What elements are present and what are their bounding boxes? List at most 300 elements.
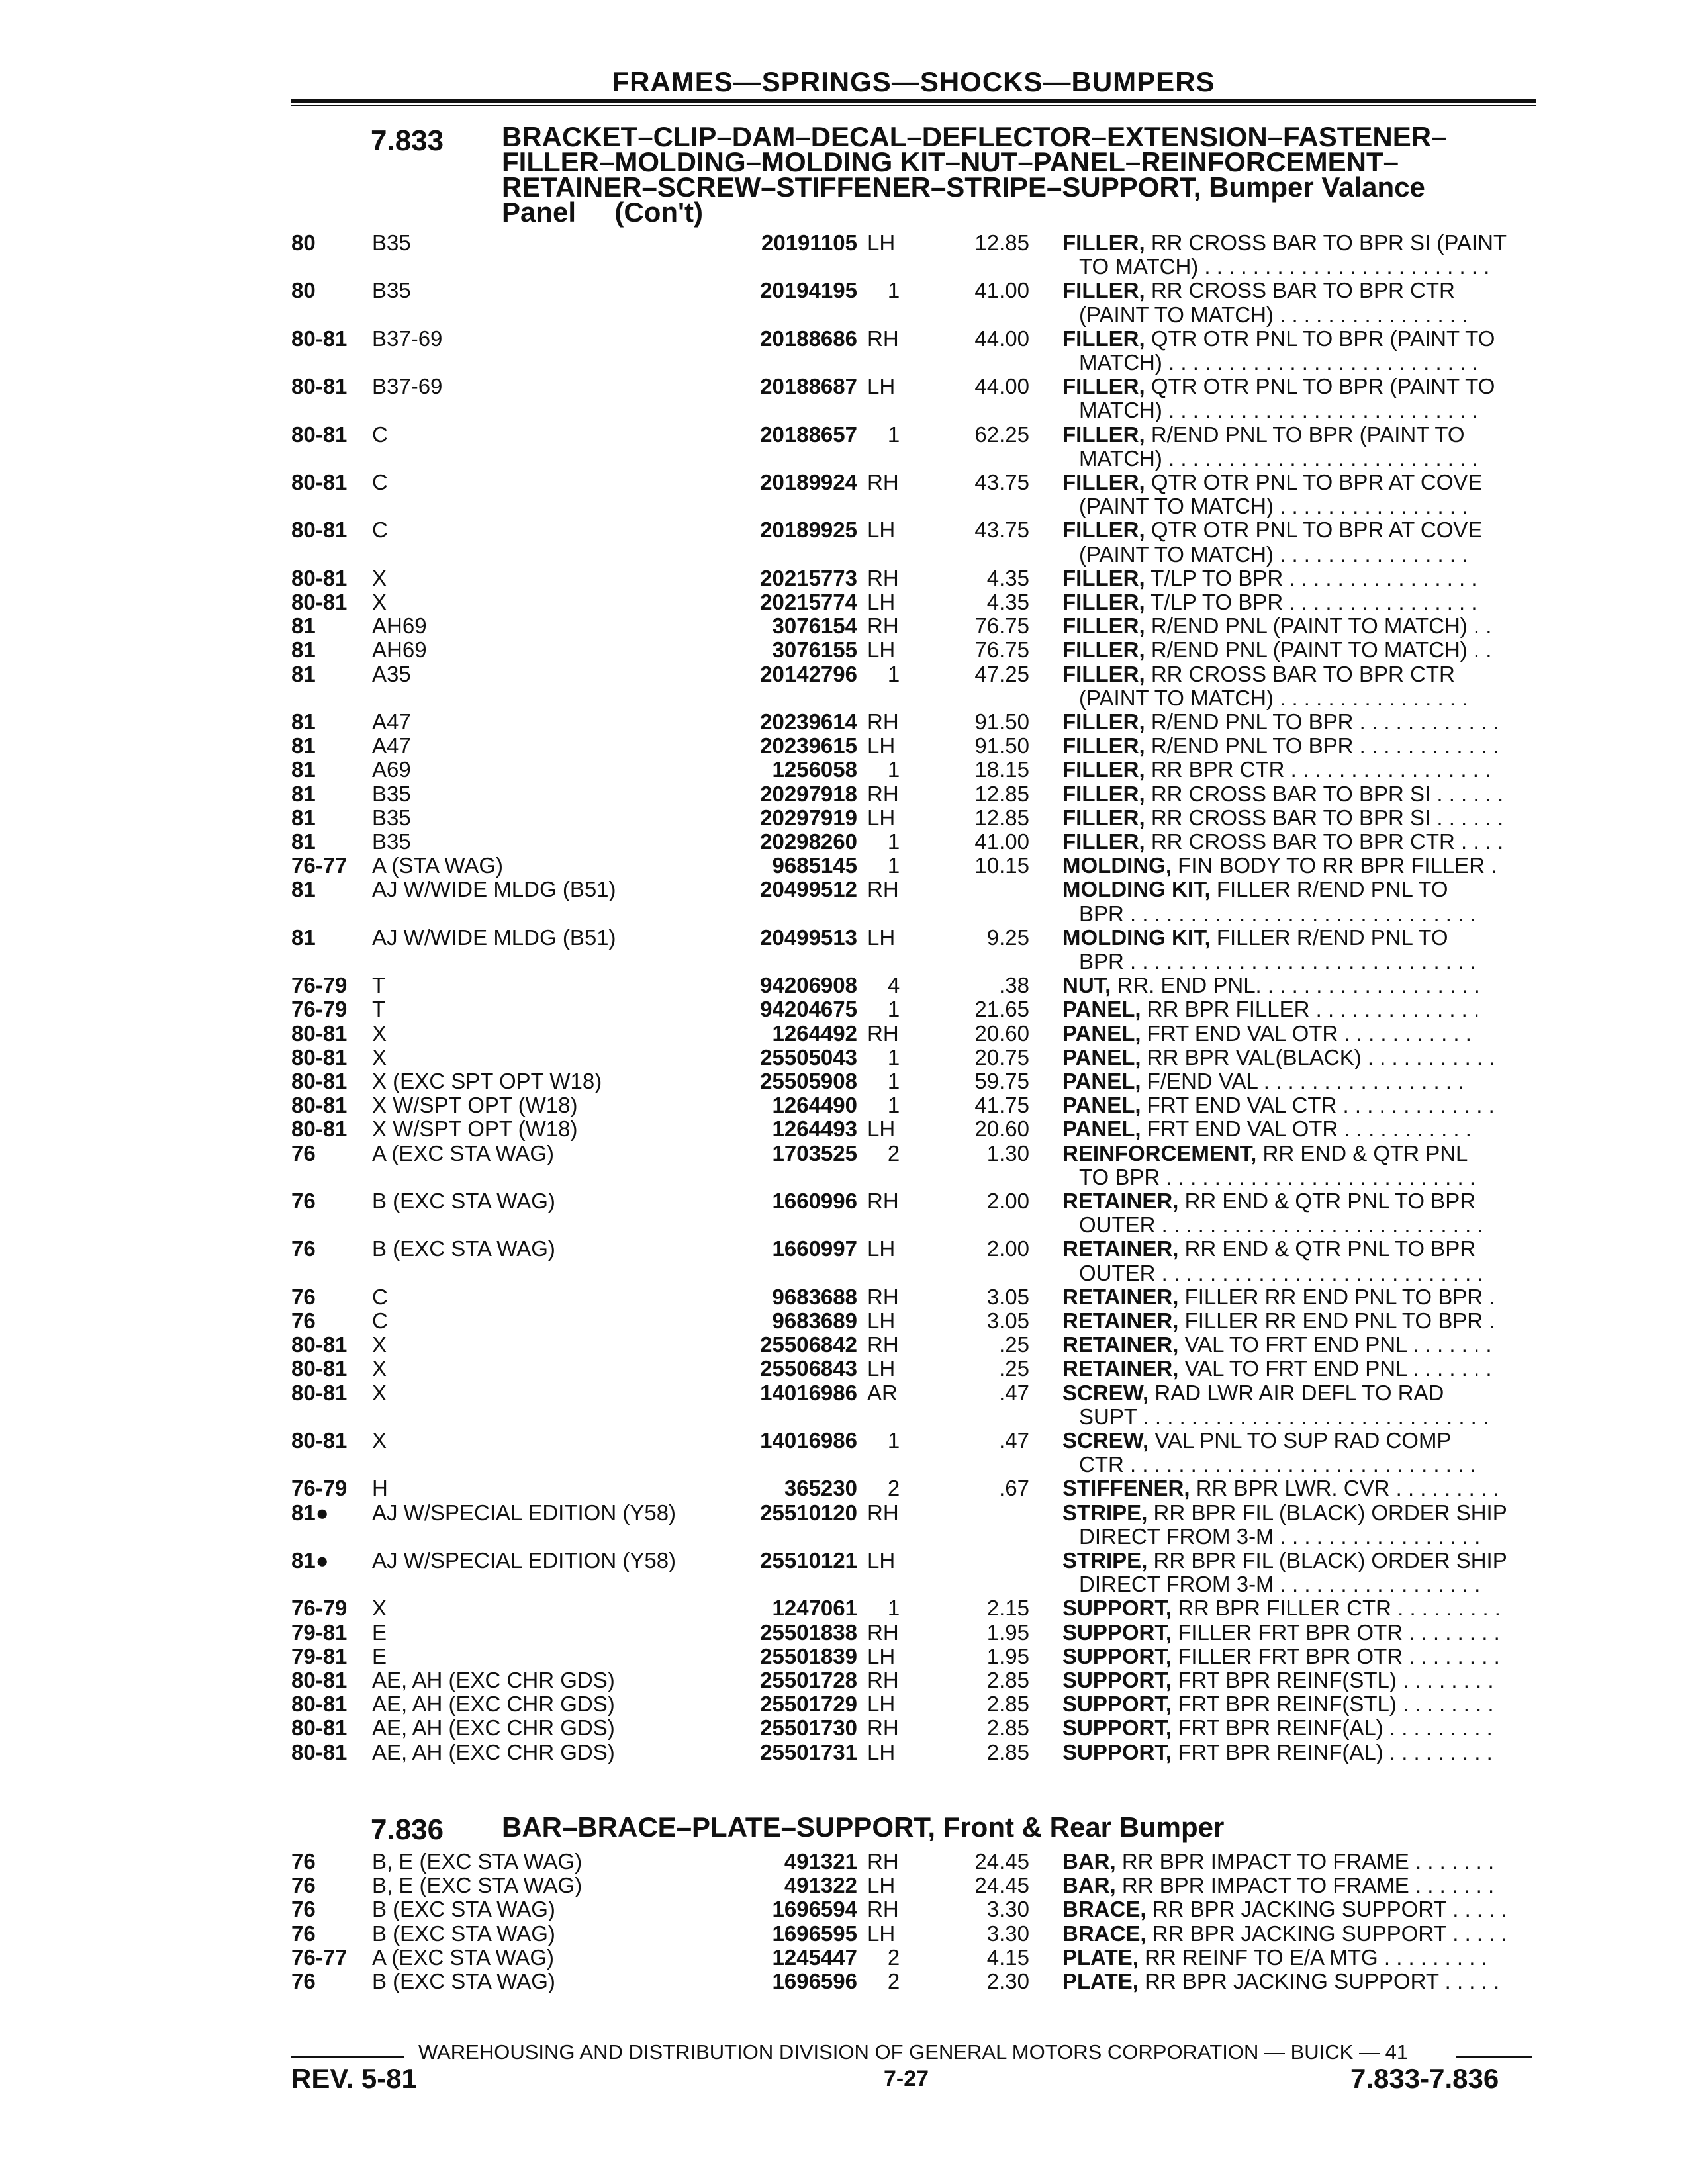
footer-section-range: 7.833-7.836 <box>1350 2063 1499 2094</box>
price: 1.30 <box>986 1140 1029 1165</box>
part-number: 1660996 <box>772 1189 857 1213</box>
model-year: 81 <box>291 925 316 950</box>
model-year: 76 <box>291 1140 316 1165</box>
model-code: AJ W/WIDE MLDG (B51) <box>372 877 616 902</box>
part-description <box>1062 590 1539 614</box>
price: 12.85 <box>974 230 1029 255</box>
part-description-continued: TO BPR . . . . . . . . . . . . . . . . . . . . . . . . . . <box>1079 1164 1476 1189</box>
model-year: 76 <box>291 1921 316 1946</box>
footer-revision: REV. 5-81 <box>291 2063 417 2094</box>
price: 24.45 <box>974 1849 1029 1874</box>
description-keyword: FILLER, <box>1062 326 1145 351</box>
model-year: 81 <box>291 733 316 758</box>
model-code: C <box>372 1284 388 1309</box>
description-text: RR BPR JACKING SUPPORT . . . . . <box>1152 1921 1507 1946</box>
description-text: RR BPR VAL(BLACK) . . . . . . . . . . . <box>1147 1044 1495 1069</box>
model-year: 81 <box>291 877 316 902</box>
part-number: 25501839 <box>760 1643 857 1668</box>
quantity: 2 <box>887 1969 900 1993</box>
part-description <box>1062 1356 1539 1381</box>
part-description <box>1062 518 1539 542</box>
quantity: RH <box>867 1897 899 1922</box>
model-code: B (EXC STA WAG) <box>372 1921 555 1946</box>
model-code: AJ W/SPECIAL EDITION (Y58) <box>372 1548 677 1572</box>
part-number: 9683689 <box>772 1308 857 1333</box>
model-code: A (EXC STA WAG) <box>372 1140 555 1165</box>
description-keyword: BRACE, <box>1062 1921 1147 1946</box>
part-description <box>1062 1285 1539 1309</box>
part-description-continued: (PAINT TO MATCH) . . . . . . . . . . . . . . . . <box>1079 541 1468 567</box>
model-code: X <box>372 1380 387 1405</box>
description-keyword: FILLER, <box>1062 757 1145 782</box>
part-number: 94206908 <box>760 973 857 998</box>
part-number: 25505043 <box>760 1044 857 1069</box>
part-number: 25510120 <box>760 1500 857 1525</box>
model-code: AE, AH (EXC CHR GDS) <box>372 1739 615 1764</box>
description-keyword: RETAINER, <box>1062 1308 1179 1333</box>
part-number: 20142796 <box>760 661 857 686</box>
footer-division-text: WAREHOUSING AND DISTRIBUTION DIVISION OF GENERAL MOTORS CORPORATION — BUICK — 41 <box>418 2040 1409 2064</box>
quantity: LH <box>867 1873 896 1898</box>
section-title-line-3: RETAINER–SCREW–STIFFENER–STRIPE–SUPPORT, Bumper Valance <box>502 171 1425 203</box>
part-number: 1247061 <box>772 1596 857 1621</box>
quantity: 1 <box>887 1596 900 1621</box>
quantity: RH <box>867 1668 899 1692</box>
model-year: 80-81 <box>291 518 348 543</box>
model-code: AH69 <box>372 637 427 662</box>
part-number: 20189924 <box>760 470 857 494</box>
model-year: 76-79 <box>291 1596 348 1621</box>
model-code: X <box>372 1044 387 1069</box>
description-keyword: BRACE, <box>1062 1897 1147 1922</box>
model-code: AE, AH (EXC CHR GDS) <box>372 1668 615 1692</box>
model-year: 80-81 <box>291 1380 348 1405</box>
price: 44.00 <box>974 374 1029 399</box>
quantity: RH <box>867 1619 899 1645</box>
description-text: RR BPR JACKING SUPPORT . . . . . <box>1145 1969 1500 1993</box>
description-keyword: PANEL, <box>1062 997 1141 1022</box>
part-description-continued: MATCH) . . . . . . . . . . . . . . . . . . . . . . . . . . <box>1079 445 1478 471</box>
description-text: RR BPR IMPACT TO FRAME . . . . . . . <box>1121 1849 1495 1874</box>
quantity: RH <box>867 1021 899 1046</box>
footer-rule-right <box>1456 2056 1532 2058</box>
description-text: RAD LWR AIR DEFL TO RAD <box>1154 1380 1444 1405</box>
description-text: QTR OTR PNL TO BPR (PAINT TO <box>1150 326 1495 351</box>
model-code: B35 <box>372 230 411 255</box>
description-text: VAL TO FRT END PNL . . . . . . . <box>1184 1332 1492 1357</box>
model-year: 81● <box>291 1500 329 1525</box>
price: 91.50 <box>974 709 1029 734</box>
model-year: 76 <box>291 1308 316 1333</box>
price: 4.35 <box>986 590 1029 614</box>
quantity: RH <box>867 709 899 734</box>
price: 1.95 <box>986 1643 1029 1668</box>
model-year: 76-77 <box>291 1944 348 1970</box>
part-description <box>1062 662 1539 686</box>
description-text: RR CROSS BAR TO BPR SI . . . . . . <box>1150 781 1504 806</box>
quantity: RH <box>867 781 899 806</box>
part-description-continued: DIRECT FROM 3-M . . . . . . . . . . . . . . . . . <box>1079 1524 1481 1549</box>
part-description-continued: MATCH) . . . . . . . . . . . . . . . . . . . . . . . . . . <box>1079 398 1478 423</box>
section-title-line-1: BRACKET–CLIP–DAM–DECAL–DEFLECTOR–EXTENSION–FASTENER– <box>502 121 1447 152</box>
model-code: AE, AH (EXC CHR GDS) <box>372 1692 615 1717</box>
model-year: 80-81 <box>291 374 348 399</box>
description-keyword: STRIPE, <box>1062 1500 1148 1525</box>
description-text: R/END PNL (PAINT TO MATCH) . . <box>1150 637 1492 662</box>
price: 43.75 <box>974 470 1029 494</box>
model-year: 80-81 <box>291 1715 348 1741</box>
quantity: 1 <box>887 278 900 303</box>
part-description <box>1062 1548 1539 1572</box>
description-keyword: FILLER, <box>1062 518 1145 543</box>
price: 3.05 <box>986 1308 1029 1333</box>
description-keyword: FILLER, <box>1062 565 1145 590</box>
model-code: AJ W/WIDE MLDG (B51) <box>372 925 616 950</box>
part-description <box>1062 614 1539 638</box>
quantity: LH <box>867 518 896 543</box>
model-code: AH69 <box>372 614 427 639</box>
quantity: RH <box>867 1189 899 1213</box>
part-description-continued: OUTER . . . . . . . . . . . . . . . . . . . . . . . . . . . <box>1079 1260 1483 1285</box>
part-description <box>1062 1045 1539 1069</box>
part-description-continued: (PAINT TO MATCH) . . . . . . . . . . . . . . . . <box>1079 494 1468 519</box>
model-year: 80-81 <box>291 422 348 447</box>
description-keyword: FILLER, <box>1062 637 1145 662</box>
part-description <box>1062 1692 1539 1716</box>
description-keyword: FILLER, <box>1062 422 1145 447</box>
description-text: R/END PNL (PAINT TO MATCH) . . <box>1150 614 1492 639</box>
price: 76.75 <box>974 637 1029 662</box>
model-code: A47 <box>372 709 411 734</box>
part-description-continued: OUTER . . . . . . . . . . . . . . . . . . . . . . . . . . . <box>1079 1212 1483 1238</box>
model-year: 81 <box>291 781 316 806</box>
section-2-number: 7.836 <box>371 1813 444 1846</box>
description-keyword: RETAINER, <box>1062 1284 1179 1309</box>
quantity: RH <box>867 1500 899 1525</box>
description-keyword: FILLER, <box>1062 661 1145 686</box>
description-text: FRT END VAL CTR . . . . . . . . . . . . . <box>1147 1093 1495 1118</box>
model-code: X <box>372 590 387 614</box>
description-text: RR END & QTR PNL TO BPR <box>1184 1236 1476 1261</box>
description-text: RR CROSS BAR TO BPR CTR <box>1150 278 1455 303</box>
price: 2.85 <box>986 1739 1029 1764</box>
part-number: 1696596 <box>772 1969 857 1993</box>
description-keyword: SUPPORT, <box>1062 1739 1172 1764</box>
part-description <box>1062 1921 1539 1946</box>
model-code: X (EXC SPT OPT W18) <box>372 1069 602 1093</box>
part-number: 1696594 <box>772 1897 857 1922</box>
part-description-continued: BPR . . . . . . . . . . . . . . . . . . . . . . . . . . . . . <box>1079 949 1476 974</box>
part-number: 25506842 <box>760 1332 857 1357</box>
model-year: 80-81 <box>291 1356 348 1381</box>
part-description <box>1062 470 1539 494</box>
part-description <box>1062 709 1539 734</box>
part-description-continued: MATCH) . . . . . . . . . . . . . . . . . . . . . . . . . . <box>1079 350 1478 375</box>
part-number: 9683688 <box>772 1284 857 1309</box>
price: 9.25 <box>986 925 1029 950</box>
model-year: 80-81 <box>291 1692 348 1717</box>
model-code: B37-69 <box>372 326 443 351</box>
model-code: A69 <box>372 757 411 782</box>
model-code: B (EXC STA WAG) <box>372 1969 555 1993</box>
model-code: C <box>372 518 388 543</box>
model-year: 76-79 <box>291 973 348 998</box>
description-text: FILLER RR END PNL TO BPR . <box>1184 1308 1495 1333</box>
part-description <box>1062 566 1539 590</box>
description-keyword: FILLER, <box>1062 781 1145 806</box>
quantity: 1 <box>887 757 900 782</box>
description-keyword: SUPPORT, <box>1062 1668 1172 1692</box>
description-text: RR BPR FIL (BLACK) ORDER SHIP <box>1153 1500 1507 1525</box>
price: 3.30 <box>986 1897 1029 1922</box>
model-year: 80-81 <box>291 1021 348 1046</box>
price: 20.60 <box>974 1021 1029 1046</box>
quantity: 1 <box>887 1069 900 1093</box>
description-keyword: BAR, <box>1062 1873 1116 1898</box>
model-year: 80-81 <box>291 565 348 590</box>
description-text: FILLER RR END PNL TO BPR . <box>1184 1284 1495 1309</box>
price: 21.65 <box>974 997 1029 1022</box>
model-year: 81 <box>291 829 316 854</box>
description-text: FILLER FRT BPR OTR . . . . . . . . <box>1178 1619 1500 1645</box>
part-number: 14016986 <box>760 1380 857 1405</box>
part-number: 14016986 <box>760 1428 857 1453</box>
part-description <box>1062 853 1539 878</box>
part-description <box>1062 997 1539 1021</box>
price: 59.75 <box>974 1069 1029 1093</box>
price: .47 <box>999 1380 1029 1405</box>
part-number: 365230 <box>784 1476 857 1501</box>
model-year: 76 <box>291 1189 316 1213</box>
model-year: 81 <box>291 661 316 686</box>
model-year: 81 <box>291 637 316 662</box>
description-keyword: RETAINER, <box>1062 1356 1179 1381</box>
model-year: 76 <box>291 1849 316 1874</box>
model-code: B, E (EXC STA WAG) <box>372 1849 583 1874</box>
model-code: B35 <box>372 829 411 854</box>
description-text: RR BPR IMPACT TO FRAME . . . . . . . <box>1121 1873 1495 1898</box>
part-description <box>1062 829 1539 854</box>
description-text: R/END PNL TO BPR . . . . . . . . . . . . <box>1150 733 1499 758</box>
description-text: FRT END VAL OTR . . . . . . . . . . . <box>1147 1116 1472 1142</box>
quantity: LH <box>867 733 896 758</box>
description-keyword: RETAINER, <box>1062 1189 1179 1213</box>
part-description-continued: (PAINT TO MATCH) . . . . . . . . . . . . . . . . <box>1079 685 1468 710</box>
price: 3.05 <box>986 1284 1029 1309</box>
model-year: 80-81 <box>291 1093 348 1118</box>
quantity: LH <box>867 1921 896 1946</box>
part-number: 20239615 <box>760 733 857 758</box>
model-code: AJ W/SPECIAL EDITION (Y58) <box>372 1500 677 1525</box>
quantity: 1 <box>887 1044 900 1069</box>
model-year: 80-81 <box>291 1332 348 1357</box>
part-description <box>1062 374 1539 398</box>
part-number: 20239614 <box>760 709 857 734</box>
quantity: LH <box>867 1643 896 1668</box>
quantity: 1 <box>887 853 900 878</box>
part-description <box>1062 1500 1539 1525</box>
part-description <box>1062 925 1539 950</box>
quantity: 2 <box>887 1140 900 1165</box>
price: 10.15 <box>974 853 1029 878</box>
footer-page-number: 7-27 <box>884 2066 929 2091</box>
quantity: 2 <box>887 1476 900 1501</box>
description-text: T/LP TO BPR . . . . . . . . . . . . . . . . <box>1150 565 1477 590</box>
description-text: RR CROSS BAR TO BPR SI (PAINT <box>1150 230 1507 255</box>
description-keyword: NUT, <box>1062 973 1111 998</box>
quantity: AR <box>867 1380 898 1405</box>
model-code: C <box>372 1308 388 1333</box>
model-code: X <box>372 1332 387 1357</box>
model-code: T <box>372 973 386 998</box>
price: .25 <box>999 1332 1029 1357</box>
model-year: 81 <box>291 709 316 734</box>
part-description <box>1062 1945 1539 1970</box>
quantity: RH <box>867 1332 899 1357</box>
part-description <box>1062 1308 1539 1333</box>
description-keyword: MOLDING KIT, <box>1062 877 1211 902</box>
quantity: LH <box>867 590 896 614</box>
part-number: 9685145 <box>772 853 857 878</box>
price: 2.15 <box>986 1596 1029 1621</box>
price: 24.45 <box>974 1873 1029 1898</box>
description-keyword: RETAINER, <box>1062 1236 1179 1261</box>
description-keyword: SUPPORT, <box>1062 1643 1172 1668</box>
section-title-line-2: FILLER–MOLDING–MOLDING KIT–NUT–PANEL–REINFORCEMENT– <box>502 146 1399 177</box>
part-description <box>1062 1715 1539 1740</box>
part-number: 20189925 <box>760 518 857 543</box>
price: 2.85 <box>986 1668 1029 1692</box>
description-text: RR REINF TO E/A MTG . . . . . . . . . <box>1145 1944 1487 1970</box>
part-description-continued: SUPT . . . . . . . . . . . . . . . . . . . . . . . . . . . . . <box>1079 1404 1489 1429</box>
quantity: RH <box>867 877 899 902</box>
description-keyword: SUPPORT, <box>1062 1715 1172 1741</box>
part-description-continued: BPR . . . . . . . . . . . . . . . . . . . . . . . . . . . . . <box>1079 901 1476 926</box>
price: 2.85 <box>986 1692 1029 1717</box>
description-text: RR CROSS BAR TO BPR CTR <box>1150 661 1455 686</box>
description-text: RR BPR FIL (BLACK) ORDER SHIP <box>1153 1548 1507 1572</box>
part-description <box>1062 1381 1539 1405</box>
part-number: 3076155 <box>772 637 857 662</box>
model-code: A (EXC STA WAG) <box>372 1944 555 1970</box>
section-title-line-4: Panel (Con't) <box>502 197 703 228</box>
part-number: 25501729 <box>760 1692 857 1717</box>
part-number: 20499513 <box>760 925 857 950</box>
description-keyword: BAR, <box>1062 1849 1116 1874</box>
description-keyword: SCREW, <box>1062 1380 1149 1405</box>
model-year: 81● <box>291 1548 329 1572</box>
part-number: 25501731 <box>760 1739 857 1764</box>
quantity: RH <box>867 1715 899 1741</box>
quantity: LH <box>867 1116 896 1142</box>
part-description <box>1062 230 1539 255</box>
description-keyword: PANEL, <box>1062 1116 1141 1142</box>
section-number: 7.833 <box>371 124 444 157</box>
part-number: 25501838 <box>760 1619 857 1645</box>
part-description <box>1062 1189 1539 1213</box>
part-number: 1696595 <box>772 1921 857 1946</box>
quantity: RH <box>867 470 899 494</box>
price: 2.00 <box>986 1189 1029 1213</box>
description-keyword: FILLER, <box>1062 733 1145 758</box>
quantity: RH <box>867 326 899 351</box>
part-description <box>1062 1428 1539 1453</box>
description-keyword: FILLER, <box>1062 470 1145 494</box>
part-number: 1264493 <box>772 1116 857 1142</box>
part-number: 1264492 <box>772 1021 857 1046</box>
model-code: B (EXC STA WAG) <box>372 1236 555 1261</box>
part-number: 1703525 <box>772 1140 857 1165</box>
model-code: E <box>372 1643 387 1668</box>
quantity: LH <box>867 230 896 255</box>
quantity: LH <box>867 1308 896 1333</box>
description-text: QTR OTR PNL TO BPR AT COVE <box>1150 518 1483 543</box>
description-text: RR BPR JACKING SUPPORT . . . . . <box>1152 1897 1507 1922</box>
part-number: 25510121 <box>760 1548 857 1572</box>
description-text: RR BPR FILLER CTR . . . . . . . . . <box>1178 1596 1501 1621</box>
part-description <box>1062 1620 1539 1645</box>
part-number: 25501728 <box>760 1668 857 1692</box>
description-text: RR. END PNL. . . . . . . . . . . . . . . . . . . <box>1117 973 1480 998</box>
part-description <box>1062 1873 1539 1897</box>
price: 20.60 <box>974 1116 1029 1142</box>
quantity: LH <box>867 805 896 830</box>
description-text: FILLER FRT BPR OTR . . . . . . . . <box>1178 1643 1500 1668</box>
model-year: 80-81 <box>291 470 348 494</box>
part-description <box>1062 757 1539 782</box>
description-text: QTR OTR PNL TO BPR (PAINT TO <box>1150 374 1495 399</box>
part-description <box>1062 1093 1539 1117</box>
part-number: 20188657 <box>760 422 857 447</box>
model-year: 76-77 <box>291 853 348 878</box>
model-year: 76-79 <box>291 1476 348 1501</box>
part-number: 20297919 <box>760 805 857 830</box>
quantity: LH <box>867 1739 896 1764</box>
part-description <box>1062 877 1539 901</box>
model-code: T <box>372 997 386 1022</box>
part-number: 25505908 <box>760 1069 857 1093</box>
description-keyword: PANEL, <box>1062 1044 1141 1069</box>
quantity: 1 <box>887 1093 900 1118</box>
part-description <box>1062 1332 1539 1357</box>
model-code: H <box>372 1476 388 1501</box>
model-code: X W/SPT OPT (W18) <box>372 1116 578 1142</box>
part-description <box>1062 1849 1539 1874</box>
description-text: RR END & QTR PNL TO BPR <box>1184 1189 1476 1213</box>
model-code: B35 <box>372 278 411 303</box>
part-description <box>1062 1476 1539 1500</box>
model-year: 81 <box>291 805 316 830</box>
description-text: FRT BPR REINF(AL) . . . . . . . . . <box>1178 1715 1493 1741</box>
price: 2.00 <box>986 1236 1029 1261</box>
description-text: RR BPR FILLER . . . . . . . . . . . . . . <box>1147 997 1480 1022</box>
model-code: AE, AH (EXC CHR GDS) <box>372 1715 615 1741</box>
model-year: 76 <box>291 1873 316 1898</box>
description-text: FILLER R/END PNL TO <box>1216 925 1448 950</box>
part-number: 20499512 <box>760 877 857 902</box>
model-year: 76 <box>291 1284 316 1309</box>
description-keyword: FILLER, <box>1062 614 1145 639</box>
description-keyword: SCREW, <box>1062 1428 1149 1453</box>
part-number: 1264490 <box>772 1093 857 1118</box>
description-keyword: SUPPORT, <box>1062 1619 1172 1645</box>
part-description <box>1062 782 1539 806</box>
model-year: 80-81 <box>291 1116 348 1142</box>
model-year: 76-79 <box>291 997 348 1022</box>
description-keyword: FILLER, <box>1062 709 1145 734</box>
price: 1.95 <box>986 1619 1029 1645</box>
price: 4.15 <box>986 1944 1029 1970</box>
